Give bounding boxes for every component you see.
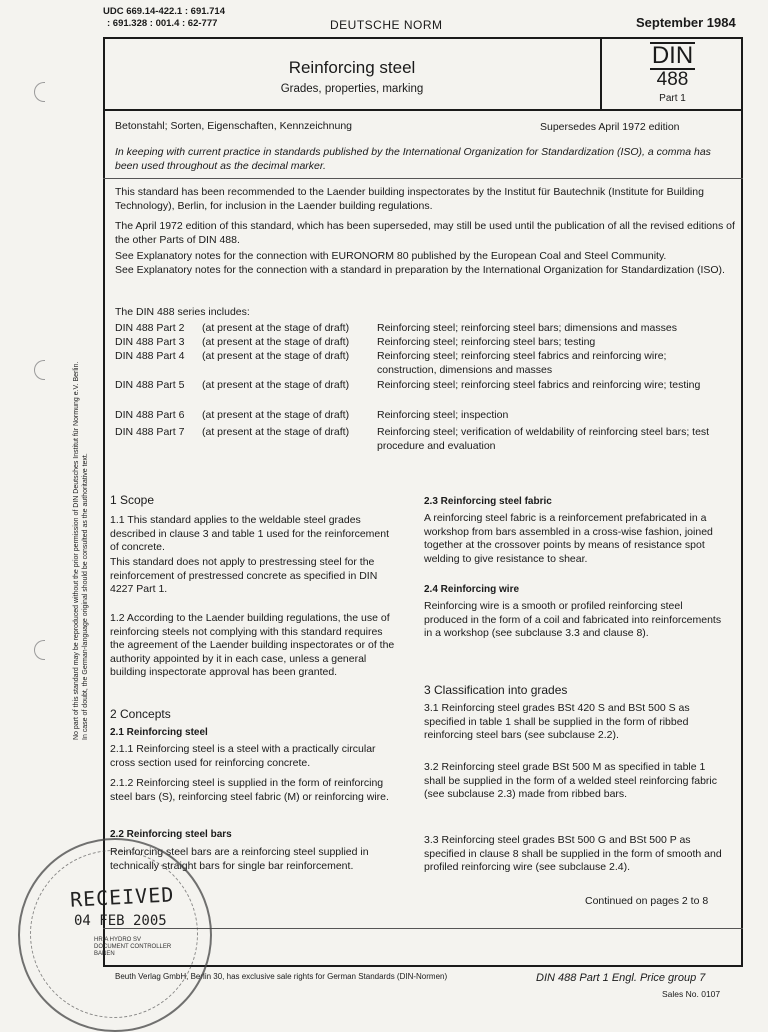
series-status: (at present at the stage of draft) bbox=[202, 379, 350, 391]
section-2-heading: 2 Concepts bbox=[110, 707, 171, 721]
series-part: DIN 488 Part 5 bbox=[115, 379, 185, 391]
series-part: DIN 488 Part 7 bbox=[115, 426, 185, 438]
series-desc: Reinforcing steel; verification of weldability of reinforcing steel bars; test procedure and evaluation bbox=[377, 426, 710, 452]
clause-3-3: 3.3 Reinforcing steel grades BSt 500 G and BSt 500 P as specified in clause 8 shall be supplied in the form of smooth and profiled reinforcing wire (see subclause 2.4). bbox=[424, 834, 722, 873]
clause-1-1-continued: This standard does not apply to prestressing steel for the reinforcement of prestressed concrete as specified in DIN 4227 Part 1. bbox=[110, 556, 378, 595]
title-block-divider bbox=[103, 109, 743, 111]
udc-classification bbox=[103, 6, 225, 30]
subclause-2-2-heading: 2.2 Reinforcing steel bars bbox=[110, 829, 232, 840]
supersedes-note: Supersedes April 1972 edition bbox=[540, 121, 680, 133]
clause-2-2: Reinforcing steel bars are a reinforcing steel supplied in technically straight bars for single bar reinforcement. bbox=[110, 846, 369, 872]
clause-2-4: Reinforcing wire is a smooth or profiled reinforcing steel produced in the form of a coil and fabricated into reinforcements in a workshop (see subclause 3.3 and clause 8). bbox=[424, 600, 722, 639]
side-note-line-2: In case of doubt, the German-language original should be consulted as the authoritative text. bbox=[82, 453, 89, 740]
subclause-2-4-heading: 2.4 Reinforcing wire bbox=[424, 584, 520, 595]
series-desc: Reinforcing steel; reinforcing steel bars; dimensions and masses bbox=[377, 322, 677, 334]
price-group: DIN 488 Part 1 Engl. Price group 7 bbox=[536, 972, 706, 984]
stamp-date: 04 FEB 2005 bbox=[74, 913, 167, 929]
udc-line-2: : 691.328 : 001.4 : 62-777 bbox=[107, 18, 218, 29]
received-stamp-inner-ring bbox=[30, 850, 198, 1018]
paragraph-previous-edition: The April 1972 edition of this standard, which has been superseded, may still be used until the publication of all the revised editions of the other Parts of DIN 488. bbox=[115, 220, 735, 246]
intro-separator bbox=[103, 178, 743, 179]
copyright-side-note bbox=[72, 280, 90, 740]
clause-3-2: 3.2 Reinforcing steel grade BSt 500 M as specified in table 1 shall be supplied in the form of a welded steel reinforcing fabric (see subclause 2.3) made from ribbed bars. bbox=[424, 761, 717, 800]
side-note-line-1: No part of this standard may be reproduced without the prior permission of DIN Deutsches Institut für Normung e.V. Berlin. bbox=[73, 361, 80, 740]
publisher-note: Beuth Verlag GmbH, Berlin 30, has exclusive sale rights for German Standards (DIN-Normen) bbox=[115, 972, 448, 981]
punch-hole-mark bbox=[34, 82, 45, 102]
series-part: DIN 488 Part 6 bbox=[115, 409, 185, 421]
punch-hole-mark bbox=[34, 360, 45, 380]
din-logo bbox=[602, 42, 743, 70]
subclause-2-3-heading: 2.3 Reinforcing steel fabric bbox=[424, 496, 552, 507]
series-status: (at present at the stage of draft) bbox=[202, 322, 350, 334]
clause-2-1-2: 2.1.2 Reinforcing steel is supplied in the form of reinforcing steel bars (S), reinforcing steel fabric (M) or reinforcing wire. bbox=[110, 777, 389, 803]
continued-note: Continued on pages 2 to 8 bbox=[585, 895, 709, 907]
series-status: (at present at the stage of draft) bbox=[202, 409, 350, 421]
series-status: (at present at the stage of draft) bbox=[202, 350, 350, 362]
series-desc: Reinforcing steel; reinforcing steel fabrics and reinforcing wire; construction, dimensions and masses bbox=[377, 350, 667, 376]
din-logo-text: DIN bbox=[651, 42, 694, 69]
series-part: DIN 488 Part 4 bbox=[115, 350, 185, 362]
sales-number: Sales No. 0107 bbox=[662, 989, 721, 999]
subclause-2-1-heading: 2.1 Reinforcing steel bbox=[110, 727, 208, 738]
issue-date: September 1984 bbox=[636, 15, 736, 30]
stamp-small-text: HRIA HYDRO SV DOCUMENT CONTROLLER BANEN bbox=[94, 937, 172, 957]
clause-1-2: 1.2 According to the Laender building regulations, the use of reinforcing steels not complying with this standard requires the agreement of the Laender building inspectorates or of the authority appointed by it in each case, unless a general building inspectorate approval has been granted. bbox=[110, 612, 395, 678]
document-title: Reinforcing steel bbox=[288, 58, 416, 77]
clause-1-1: 1.1 This standard applies to the weldable steel grades described in clause 3 and table 1 used for the reinforcement of concrete. bbox=[110, 514, 390, 553]
clause-2-3: A reinforcing steel fabric is a reinforcement prefabricated in a workshop from bars assembled in a cross-wise fashion, joined together at the crossover points by means of resistance spot welding to give resistance to shear. bbox=[424, 512, 713, 565]
series-part: DIN 488 Part 2 bbox=[115, 322, 185, 334]
series-desc: Reinforcing steel; reinforcing steel bars; testing bbox=[377, 336, 596, 348]
decimal-marker-note: In keeping with current practice in standards published by the International Organization for Standardization (ISO), a comma has been used throughout as the decimal marker. bbox=[115, 146, 711, 172]
punch-hole-mark bbox=[34, 640, 45, 660]
section-3-heading: 3 Classification into grades bbox=[424, 683, 568, 697]
document-subtitle: Grades, properties, marking bbox=[280, 83, 424, 95]
deutsche-norm-label: DEUTSCHE NORM bbox=[330, 18, 443, 32]
stamp-received-text: RECEIVED bbox=[69, 882, 175, 912]
series-desc: Reinforcing steel; inspection bbox=[377, 409, 509, 421]
udc-line-1: UDC 669.14-422.1 : 691.714 bbox=[103, 6, 225, 17]
series-part: DIN 488 Part 3 bbox=[115, 336, 185, 348]
series-status: (at present at the stage of draft) bbox=[202, 426, 350, 438]
clause-2-1-1: 2.1.1 Reinforcing steel is a steel with a practically circular cross section used for reinforcing concrete. bbox=[110, 743, 376, 769]
paragraph-iso: See Explanatory notes for the connection with a standard in preparation by the International Organization for Standardization (ISO). bbox=[115, 264, 725, 276]
clause-3-1: 3.1 Reinforcing steel grades BSt 420 S and BSt 500 S as specified in table 1 shall be supplied in the form of ribbed reinforcing steel bars (see subclause 2.2). bbox=[424, 702, 690, 741]
standard-part: Part 1 bbox=[659, 93, 686, 104]
series-desc: Reinforcing steel; reinforcing steel fabrics and reinforcing wire; testing bbox=[377, 379, 701, 391]
paragraph-inspectorates: This standard has been recommended to the Laender building inspectorates by the Institut für Bautechnik (Institute for Building Technology), Berlin, for inclusion in the Laender building regulations. bbox=[115, 186, 704, 212]
section-1-heading: 1 Scope bbox=[110, 493, 155, 507]
standard-number: 488 bbox=[656, 69, 689, 90]
paragraph-euronorm: See Explanatory notes for the connection with EURONORM 80 published by the European Coal and Steel Community. bbox=[115, 250, 667, 262]
series-title: The DIN 488 series includes: bbox=[115, 306, 250, 318]
series-status: (at present at the stage of draft) bbox=[202, 336, 350, 348]
german-title: Betonstahl; Sorten, Eigenschaften, Kennzeichnung bbox=[115, 120, 352, 132]
